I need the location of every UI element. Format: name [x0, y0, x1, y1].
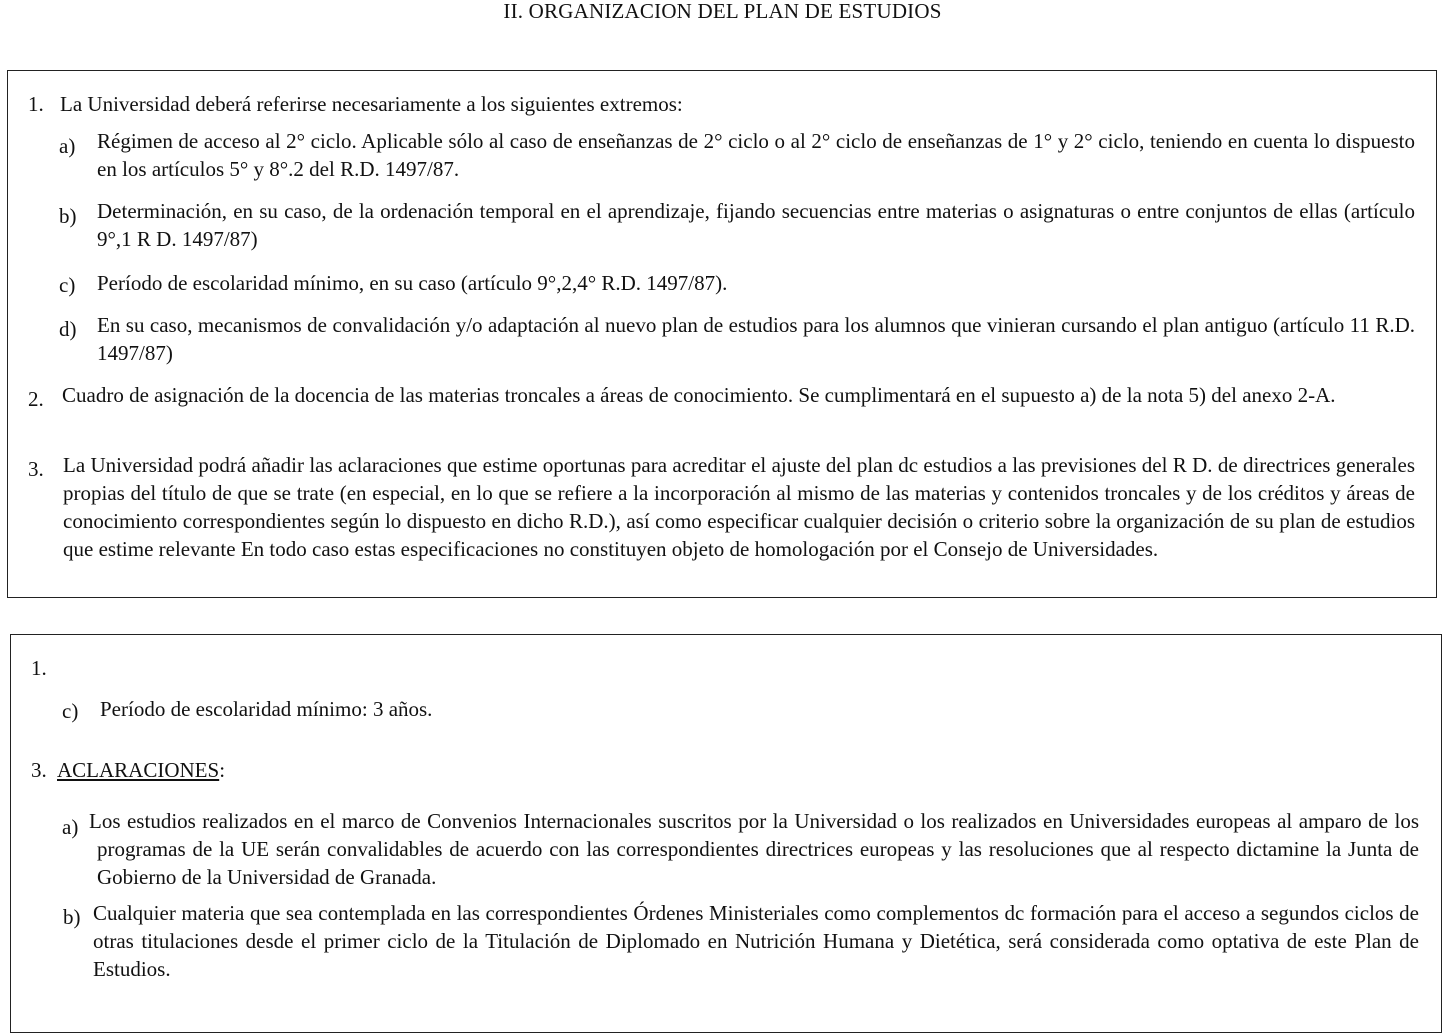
- page-title: II. ORGANIZACION DEL PLAN DE ESTUDIOS: [503, 0, 942, 23]
- answer-1c-text: Período de escolaridad mínimo: 3 años.: [100, 697, 433, 721]
- item-1a-text: Régimen de acceso al 2° ciclo. Aplicable sólo al caso de enseñanzas de 2° ciclo o al 2° ciclo de enseñanzas de 1° y 2° ciclo, teniendo en cuenta lo dispuesto en los artículos 5° y 8°.2 del R.D. 1497/87.: [97, 129, 1415, 181]
- aclaraciones-heading: [57, 756, 225, 784]
- item-1c-text: Período de escolaridad mínimo, en su caso (artículo 9°,2,4° R.D. 1497/87).: [97, 271, 728, 295]
- item-1c-letter: c): [59, 273, 76, 297]
- item-3-number: 3.: [28, 457, 44, 481]
- answer-3-number: 3.: [31, 758, 47, 782]
- aclaraciones-heading-colon: :: [219, 758, 226, 782]
- answer-3a-text: [89, 807, 1419, 891]
- aclaraciones-heading-text: ACLARACIONES: [57, 758, 220, 782]
- item-1b-text: Determinación, en su caso, de la ordenación temporal en el aprendizaje, fijando secuencias entre materias o asignaturas o entre conjuntos de ellas (artículo 9°,1 R D. 1497/87): [97, 199, 1415, 251]
- item-1b-letter: b): [59, 204, 77, 228]
- answers-box: [10, 634, 1442, 1033]
- item-1a-letter: a): [59, 134, 76, 158]
- answer-3b-letter: b): [63, 905, 81, 929]
- item-3-text: La Universidad podrá añadir las aclaraciones que estime oportunas para acreditar el ajuste del plan dc estudios a las previsiones del R D. de directrices generales propias del título de que se trate (en especial, en lo que se refiere a la incorporación al mismo de las materias y contenidos troncales y de los créditos y áreas de conocimiento correspondientes según lo dispuesto en dicho R.D.), así como especificar cualquier decisión o criterio sobre la organización de su plan de estudios que estime relevante En todo caso estas especificaciones no constituyen objeto de homologación por el Consejo de Universidades.: [63, 453, 1415, 561]
- answer-3a-paragraph: Los estudios realizados en el marco de Convenios Internacionales suscritos por la Universidad o los realizados en Universidades europeas al amparo de los programas de la UE serán convalidables de acuerdo con las correspondientes directrices europeas y las resoluciones que al respecto dictamine la Junta de Gobierno de la Universidad de Granada.: [89, 809, 1419, 889]
- answer-1-number: 1.: [31, 656, 47, 680]
- item-2-text: Cuadro de asignación de la docencia de las materias troncales a áreas de conocimiento. Se cumplimentará en el supuesto a) de la nota 5) del anexo 2-A.: [62, 383, 1336, 407]
- item-1d-letter: d): [59, 317, 77, 341]
- item-1d-text: En su caso, mecanismos de convalidación y/o adaptación al nuevo plan de estudios para los alumnos que vinieran cursando el plan antiguo (artículo 11 R.D. 1497/87): [97, 313, 1415, 365]
- answer-1c-letter: c): [62, 699, 79, 723]
- item-1-text: La Universidad deberá referirse necesariamente a los siguientes extremos:: [60, 92, 683, 116]
- item-1-number: 1.: [28, 92, 44, 116]
- item-2-number: 2.: [28, 387, 44, 411]
- instructions-box: [7, 70, 1437, 598]
- answer-3b-text: Cualquier materia que sea contemplada en las correspondientes Órdenes Ministeriales como complementos dc formación para el acceso a segundos ciclos de otras titulaciones desde el primer ciclo de la Titulación de Diplomado en Nutrición Humana y Dietética, será considerada como optativa de este Plan de Estudios.: [93, 901, 1419, 981]
- answer-3a-letter: a): [62, 815, 79, 839]
